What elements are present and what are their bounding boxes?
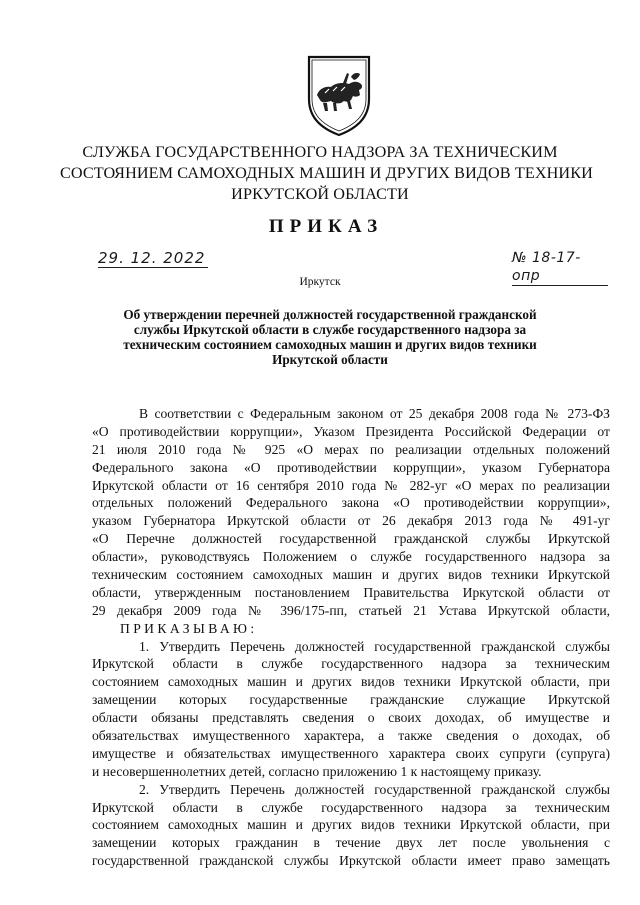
title-line: техническим состоянием самоходных машин и других видов техники [123, 337, 537, 352]
body-line: 29 декабря 2009 года № 396/175-пп, статьей 21 Устава Иркутской области, [92, 602, 610, 618]
body-line: состоянием самоходных машин и других видов техники Иркутской области, при [92, 674, 610, 690]
body-line: Иркутской области от 16 сентября 2010 года № 282-уг «О мерах по реализации [92, 477, 610, 493]
body-line: техническим состоянием самоходных машин и других видов техники Иркутской [92, 567, 610, 583]
irkutsk-oblast-coat-of-arms-icon [303, 53, 375, 137]
body-line: 1. Утвердить Перечень должностей государственной гражданской службы [139, 638, 610, 654]
agency-name-line: СЛУЖБА ГОСУДАРСТВЕННОГО НАДЗОРА ЗА ТЕХНИЧЕСКИМ [82, 143, 558, 161]
handwritten-document-number: № 18-17-опр [512, 249, 608, 286]
body-line: государственной гражданской службы Иркутской области имеет право замещать [92, 853, 610, 869]
title-line: Об утверждении перечней должностей государственной гражданской [123, 307, 537, 322]
order-word: ПРИКАЗЫВАЮ: [120, 620, 258, 636]
document-type-heading: ПРИКАЗ [268, 216, 384, 237]
body-line: 21 июля 2010 года № 925 «О мерах по реализации отдельных положений [92, 441, 610, 457]
body-line: и несовершеннолетних детей, согласно приложению 1 к настоящему приказу. [92, 763, 542, 779]
body-line: указом Губернатора Иркутской области от 26 декабря 2013 года № 491-уг [92, 513, 610, 529]
body-line: 2. Утвердить Перечень должностей государственной гражданской службы [139, 781, 610, 797]
body-line: замещении которых государственные гражданские служащие Иркутской [92, 692, 610, 708]
handwritten-date: 29. 12. 2022 [98, 249, 208, 268]
body-line: Иркутской области в службе государственного надзора за техническим [92, 799, 610, 815]
body-line: замещении которых гражданин в течение двух лет после увольнения с [92, 835, 610, 851]
title-line: Иркутской области [272, 352, 388, 367]
body-line: области», руководствуясь Положением о службе государственного надзора за [92, 549, 610, 565]
body-line: состоянием самоходных машин и других видов техники Иркутской области, при [92, 817, 610, 833]
agency-name-line: СОСТОЯНИЕМ САМОХОДНЫХ МАШИН И ДРУГИХ ВИДОВ ТЕХНИКИ [60, 164, 593, 182]
body-line: «О противодействии коррупции», Указом Президента Российской Федерации от [92, 423, 610, 439]
agency-name [60, 142, 593, 205]
body-line: Иркутской области в службе государственного надзора за техническим [92, 656, 610, 672]
agency-name-line: ИРКУТСКОЙ ОБЛАСТИ [231, 185, 409, 203]
body-line: имуществе и обязательствах имущественного характера своих супруги (супруга) [92, 745, 610, 761]
city-name: Иркутск [299, 276, 341, 288]
body-line: В соответствии с Федеральным законом от 25 декабря 2008 года № 273-ФЗ [139, 406, 610, 421]
document-title [100, 307, 560, 367]
body-line: отдельных положений Федерального закона «О противодействии коррупции», [92, 495, 610, 511]
document-body [92, 405, 610, 870]
body-line: обязательствах имущественного характера, а также сведения о доходах, об [92, 728, 610, 744]
title-line: службы Иркутской области в службе государственного надзора за [133, 322, 527, 337]
body-line: «О Перечне должностей государственной гражданской службы Иркутской [92, 531, 610, 547]
body-line: области обязаны представлять сведения о своих доходах, об имуществе и [92, 710, 610, 726]
body-line: Федерального закона «О противодействии коррупции», указом Губернатора [92, 459, 610, 475]
body-line: области, утвержденным постановлением Правительства Иркутской области от [92, 584, 610, 600]
